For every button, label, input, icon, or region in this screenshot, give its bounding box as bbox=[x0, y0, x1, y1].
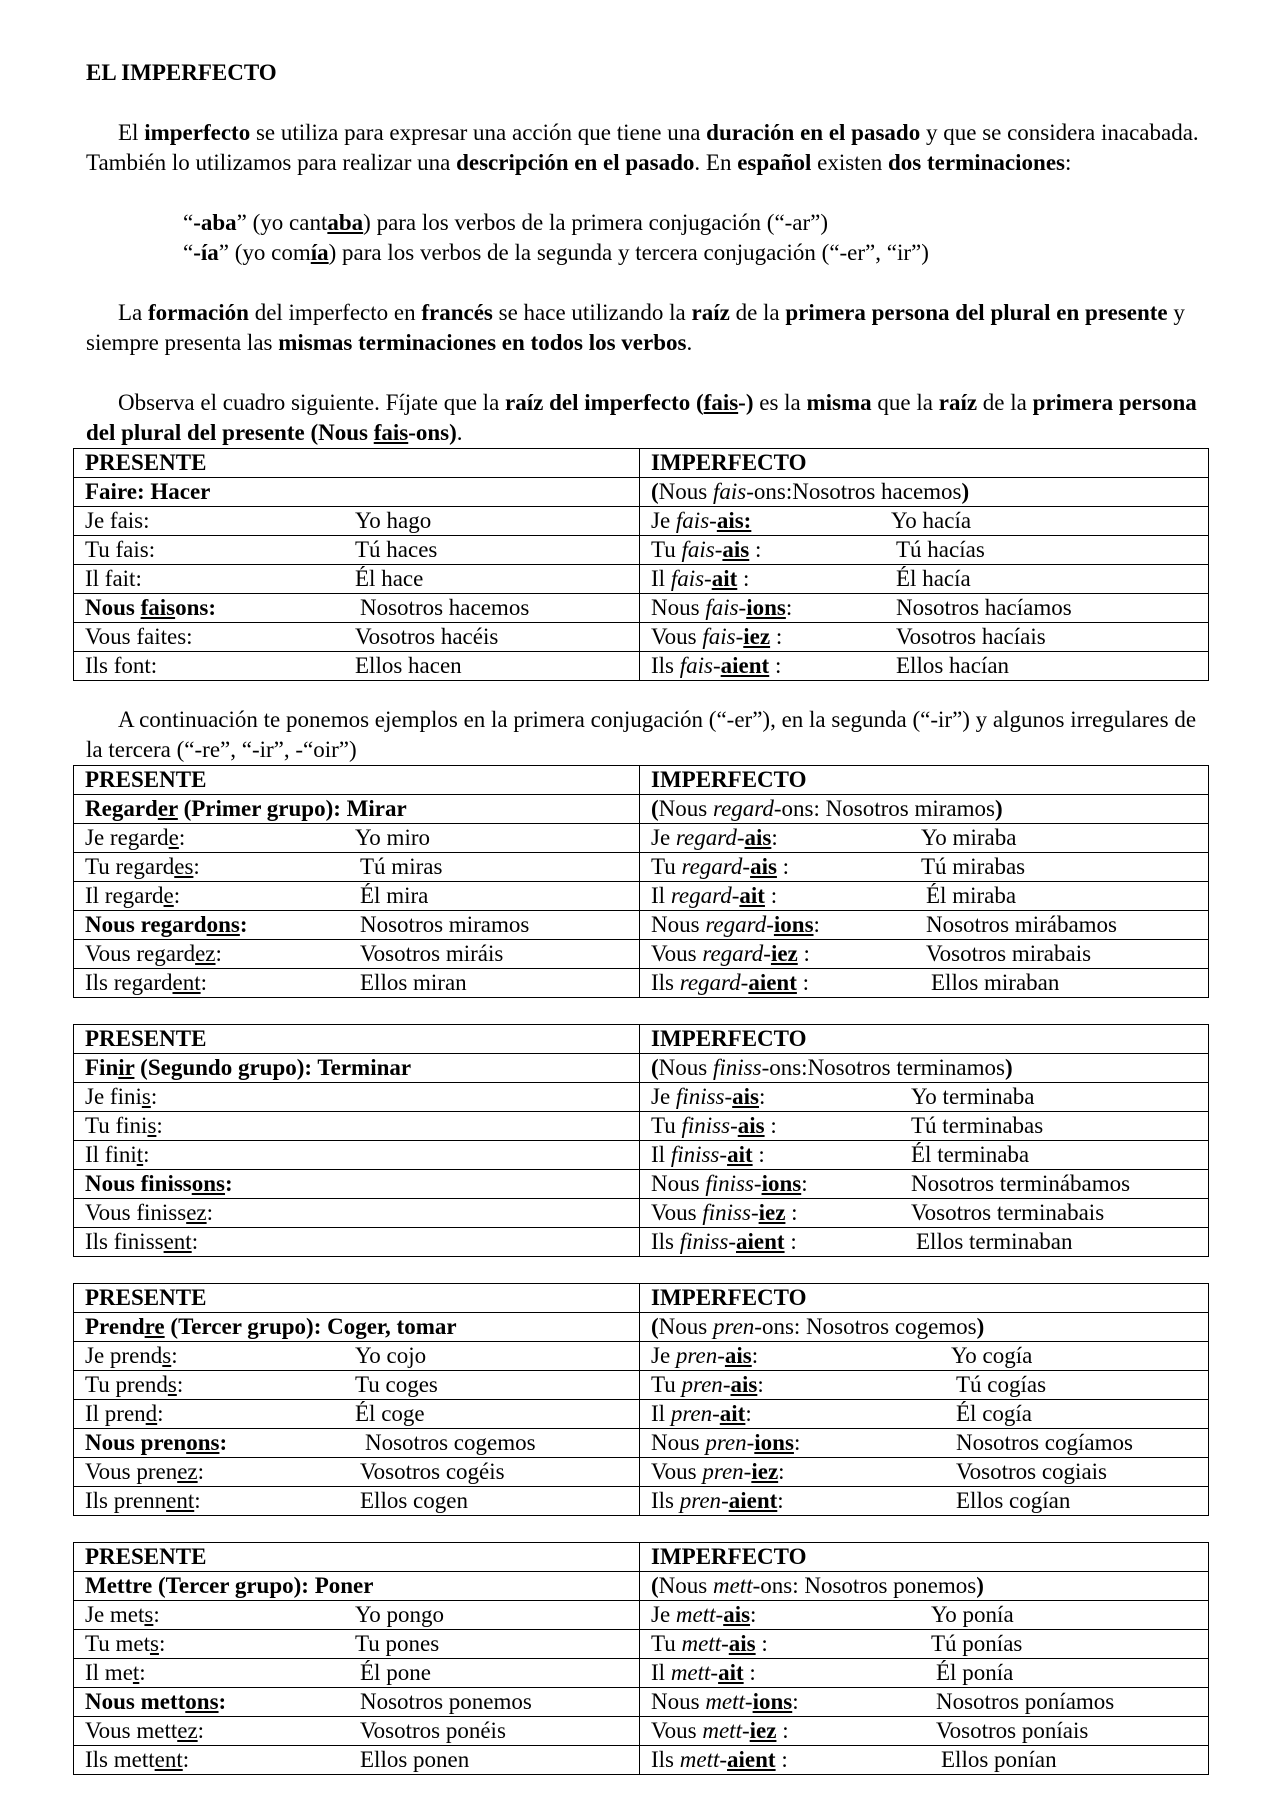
column-header-presente: PRESENTE bbox=[85, 1544, 207, 1569]
imperfect-form: Ils mett-aient : bbox=[651, 1747, 788, 1772]
present-translation: Ellos miran bbox=[360, 970, 467, 995]
imperfect-translation: Yo hacía bbox=[891, 508, 972, 533]
conjugation-table bbox=[73, 1283, 1209, 1516]
column-header-presente: PRESENTE bbox=[85, 450, 207, 475]
present-form: Je prends: bbox=[85, 1343, 178, 1368]
imperfect-form: Ils finiss-aient : bbox=[651, 1229, 797, 1254]
present-form: Il regarde: bbox=[85, 883, 181, 908]
present-translation: Nosotros miramos bbox=[360, 912, 530, 937]
imperfect-form: Tu finiss-ais : bbox=[651, 1113, 777, 1138]
imperfect-form: Nous fais-ions: bbox=[651, 595, 793, 620]
intro-paragraph-2: La formación del imperfecto en francés se hace utilizando la raíz de la primera persona del plural en presente y siempre presenta las mismas terminaciones en todos los verbos. bbox=[86, 300, 1185, 355]
table-row bbox=[74, 1141, 1209, 1170]
imperfect-translation: Yo terminaba bbox=[911, 1084, 1035, 1109]
imperfect-translation: Él cogía bbox=[956, 1401, 1032, 1426]
imperfect-form: Il finiss-ait : bbox=[651, 1142, 765, 1167]
table-row bbox=[74, 911, 1209, 940]
imperfect-root: (Nous finiss-ons:Nosotros terminamos) bbox=[651, 1055, 1013, 1080]
conjugation-table bbox=[73, 765, 1209, 998]
imperfect-form: Vous pren-iez: bbox=[651, 1459, 785, 1484]
imperfect-form: Il pren-ait: bbox=[651, 1401, 752, 1426]
table-row bbox=[74, 1659, 1209, 1688]
verb-title: Prendre (Tercer grupo): Coger, tomar bbox=[85, 1314, 457, 1339]
imperfect-translation: Ellos terminaban bbox=[916, 1229, 1073, 1254]
intro-paragraph-4: A continuación te ponemos ejemplos en la primera conjugación (“-er”), en la segunda (“-ir”) y algunos irregulares de la tercera (“-re”, “-ir”, -“oir”) bbox=[86, 707, 1197, 762]
imperfect-translation: Vosotros mirabais bbox=[926, 941, 1092, 966]
imperfect-form: Je mett-ais: bbox=[651, 1602, 757, 1627]
column-header-imperfecto: IMPERFECTO bbox=[651, 1026, 807, 1051]
present-translation: Nosotros cogemos bbox=[365, 1430, 536, 1455]
verb-title: Mettre (Tercer grupo): Poner bbox=[85, 1573, 374, 1598]
present-form: Je finis: bbox=[85, 1084, 158, 1109]
table-row bbox=[74, 1083, 1209, 1112]
column-header-presente: PRESENTE bbox=[85, 767, 207, 792]
present-translation: Yo pongo bbox=[355, 1602, 445, 1627]
table-row bbox=[74, 1112, 1209, 1141]
present-form: Nous finissons: bbox=[85, 1171, 233, 1196]
imperfect-translation: Vosotros cogiais bbox=[956, 1459, 1107, 1484]
imperfect-translation: Ellos cogían bbox=[956, 1488, 1071, 1513]
imperfect-translation: Vosotros hacíais bbox=[896, 624, 1046, 649]
present-form: Tu mets: bbox=[85, 1631, 166, 1656]
table-row bbox=[74, 940, 1209, 969]
imperfect-root: (Nous regard-ons: Nosotros miramos) bbox=[651, 796, 1003, 821]
column-header-imperfecto: IMPERFECTO bbox=[651, 1285, 807, 1310]
verb-title: Finir (Segundo grupo): Terminar bbox=[85, 1055, 412, 1080]
table-row bbox=[74, 1746, 1209, 1775]
imperfect-form: Nous finiss-ions: bbox=[651, 1171, 808, 1196]
imperfect-form: Ils fais-aient : bbox=[651, 653, 782, 678]
present-translation: Tú haces bbox=[355, 537, 438, 562]
present-form: Tu fais: bbox=[85, 537, 156, 562]
column-header-imperfecto: IMPERFECTO bbox=[651, 1544, 807, 1569]
present-form: Tu finis: bbox=[85, 1113, 163, 1138]
conjugation-table bbox=[73, 1542, 1209, 1775]
table-row bbox=[74, 969, 1209, 998]
conjugation-table bbox=[73, 448, 1209, 681]
present-form: Ils mettent: bbox=[85, 1747, 190, 1772]
imperfect-form: Tu pren-ais: bbox=[651, 1372, 764, 1397]
present-form: Il fait: bbox=[85, 566, 142, 591]
table-row bbox=[74, 594, 1209, 623]
ending-ia-line: “-ía” (yo comía) para los verbos de la segunda y tercera conjugación (“-er”, “ir”) bbox=[183, 240, 929, 265]
present-translation: Ellos cogen bbox=[360, 1488, 468, 1513]
present-form: Vous finissez: bbox=[85, 1200, 213, 1225]
table-row bbox=[74, 1228, 1209, 1257]
imperfect-form: Il fais-ait : bbox=[651, 566, 750, 591]
table-row bbox=[74, 1342, 1209, 1371]
imperfect-form: Vous fais-iez : bbox=[651, 624, 783, 649]
present-form: Ils prennent: bbox=[85, 1488, 201, 1513]
imperfect-form: Nous mett-ions: bbox=[651, 1689, 799, 1714]
imperfect-translation: Yo miraba bbox=[921, 825, 1017, 850]
imperfect-form: Ils regard-aient : bbox=[651, 970, 810, 995]
table-row bbox=[74, 824, 1209, 853]
column-header-imperfecto: IMPERFECTO bbox=[651, 767, 807, 792]
table-row bbox=[74, 1170, 1209, 1199]
imperfect-form: Tu regard-ais : bbox=[651, 854, 790, 879]
table-row bbox=[74, 1688, 1209, 1717]
present-form: Nous faisons: bbox=[85, 595, 217, 620]
present-translation: Yo miro bbox=[355, 825, 430, 850]
page-title: EL IMPERFECTO bbox=[86, 60, 277, 85]
imperfect-translation: Él miraba bbox=[926, 883, 1017, 908]
imperfect-form: Je pren-ais: bbox=[651, 1343, 759, 1368]
imperfect-form: Vous mett-iez : bbox=[651, 1718, 789, 1743]
present-form: Vous mettez: bbox=[85, 1718, 205, 1743]
column-header-presente: PRESENTE bbox=[85, 1026, 207, 1051]
imperfect-form: Il mett-ait : bbox=[651, 1660, 756, 1685]
column-header-presente: PRESENTE bbox=[85, 1285, 207, 1310]
table-row bbox=[74, 507, 1209, 536]
ending-aba-line: “-aba” (yo cantaba) para los verbos de la primera conjugación (“-ar”) bbox=[183, 210, 829, 235]
imperfect-translation: Ellos hacían bbox=[896, 653, 1010, 678]
imperfect-root: (Nous mett-ons: Nosotros ponemos) bbox=[651, 1573, 984, 1598]
present-translation: Nosotros hacemos bbox=[360, 595, 530, 620]
imperfect-translation: Él ponía bbox=[936, 1660, 1014, 1685]
imperfect-translation: Nosotros cogíamos bbox=[956, 1430, 1133, 1455]
imperfect-form: Je fais-ais: bbox=[651, 508, 752, 533]
imperfect-translation: Tú ponías bbox=[931, 1631, 1023, 1656]
imperfect-form: Ils pren-aient: bbox=[651, 1488, 784, 1513]
present-form: Nous mettons: bbox=[85, 1689, 227, 1714]
imperfect-translation: Nosotros hacíamos bbox=[896, 595, 1072, 620]
imperfect-translation: Él hacía bbox=[896, 566, 971, 591]
table-row bbox=[74, 882, 1209, 911]
imperfect-translation: Ellos miraban bbox=[931, 970, 1060, 995]
table-row bbox=[74, 1199, 1209, 1228]
present-form: Ils font: bbox=[85, 653, 158, 678]
present-translation: Él coge bbox=[355, 1401, 425, 1426]
imperfect-translation: Él terminaba bbox=[911, 1142, 1030, 1167]
present-translation: Vosotros cogéis bbox=[360, 1459, 505, 1484]
present-form: Vous faites: bbox=[85, 624, 193, 649]
imperfect-form: Je regard-ais: bbox=[651, 825, 778, 850]
imperfect-form: Nous regard-ions: bbox=[651, 912, 820, 937]
imperfect-translation: Nosotros mirábamos bbox=[926, 912, 1118, 937]
present-translation: Ellos ponen bbox=[360, 1747, 470, 1772]
present-form: Vous prenez: bbox=[85, 1459, 205, 1484]
imperfect-translation: Vosotros terminabais bbox=[911, 1200, 1105, 1225]
imperfect-root: (Nous pren-ons: Nosotros cogemos) bbox=[651, 1314, 985, 1339]
imperfect-translation: Ellos ponían bbox=[941, 1747, 1057, 1772]
conjugation-table bbox=[73, 1024, 1209, 1257]
imperfect-translation: Tú mirabas bbox=[921, 854, 1026, 879]
present-translation: Vosotros hacéis bbox=[355, 624, 499, 649]
table-row bbox=[74, 1429, 1209, 1458]
present-translation: Él mira bbox=[360, 883, 429, 908]
present-translation: Tu pones bbox=[355, 1631, 440, 1656]
table-row bbox=[74, 1630, 1209, 1659]
present-form: Ils regardent: bbox=[85, 970, 207, 995]
present-form: Il prend: bbox=[85, 1401, 164, 1426]
verb-title: Faire: Hacer bbox=[85, 479, 211, 504]
present-form: Tu regardes: bbox=[85, 854, 200, 879]
table-row bbox=[74, 1717, 1209, 1746]
present-translation: Él hace bbox=[355, 566, 424, 591]
present-translation: Nosotros ponemos bbox=[360, 1689, 532, 1714]
imperfect-translation: Yo ponía bbox=[931, 1602, 1014, 1627]
imperfect-translation: Nosotros poníamos bbox=[936, 1689, 1115, 1714]
table-row bbox=[74, 652, 1209, 681]
table-row bbox=[74, 1487, 1209, 1516]
column-header-imperfecto: IMPERFECTO bbox=[651, 450, 807, 475]
imperfect-translation: Tú cogías bbox=[956, 1372, 1047, 1397]
imperfect-translation: Yo cogía bbox=[951, 1343, 1033, 1368]
table-row bbox=[74, 565, 1209, 594]
intro-paragraph-3: Observa el cuadro siguiente. Fíjate que la raíz del imperfecto (fais-) es la misma que la raíz de la primera persona del plural del presente (Nous fais-ons). bbox=[86, 390, 1197, 445]
present-form: Nous regardons: bbox=[85, 912, 248, 937]
imperfect-form: Tu mett-ais : bbox=[651, 1631, 768, 1656]
imperfect-translation: Tú terminabas bbox=[911, 1113, 1044, 1138]
present-form: Il finit: bbox=[85, 1142, 150, 1167]
present-translation: Yo hago bbox=[355, 508, 432, 533]
imperfect-translation: Vosotros poníais bbox=[936, 1718, 1089, 1743]
present-form: Ils finissent: bbox=[85, 1229, 199, 1254]
imperfect-form: Il regard-ait : bbox=[651, 883, 778, 908]
imperfect-translation: Tú hacías bbox=[896, 537, 985, 562]
table-row bbox=[74, 1601, 1209, 1630]
table-row bbox=[74, 853, 1209, 882]
present-form: Il met: bbox=[85, 1660, 146, 1685]
table-row bbox=[74, 536, 1209, 565]
imperfect-root: (Nous fais-ons:Nosotros hacemos) bbox=[651, 479, 970, 504]
present-translation: Él pone bbox=[360, 1660, 431, 1685]
present-form: Je fais: bbox=[85, 508, 150, 533]
table-row bbox=[74, 1400, 1209, 1429]
imperfect-form: Vous regard-iez : bbox=[651, 941, 810, 966]
present-form: Nous prenons: bbox=[85, 1430, 228, 1455]
present-translation: Vosotros ponéis bbox=[360, 1718, 506, 1743]
imperfect-form: Nous pren-ions: bbox=[651, 1430, 801, 1455]
present-translation: Tu coges bbox=[355, 1372, 438, 1397]
present-form: Je mets: bbox=[85, 1602, 160, 1627]
present-form: Tu prends: bbox=[85, 1372, 184, 1397]
table-row bbox=[74, 623, 1209, 652]
imperfect-form: Vous finiss-iez : bbox=[651, 1200, 798, 1225]
verb-title: Regarder (Primer grupo): Mirar bbox=[85, 796, 407, 821]
imperfect-translation: Nosotros terminábamos bbox=[911, 1171, 1131, 1196]
table-row bbox=[74, 1371, 1209, 1400]
present-translation: Ellos hacen bbox=[355, 653, 462, 678]
table-row bbox=[74, 1458, 1209, 1487]
present-form: Je regarde: bbox=[85, 825, 186, 850]
intro-paragraph-1: El imperfecto se utiliza para expresar una acción que tiene una duración en el pasado y que se considera inacabada. También lo utilizamos para realizar una descripción en el pasado. En español existen dos terminaciones: bbox=[86, 120, 1199, 175]
present-translation: Tú miras bbox=[360, 854, 443, 879]
imperfect-form: Tu fais-ais : bbox=[651, 537, 762, 562]
imperfect-form: Je finiss-ais: bbox=[651, 1084, 766, 1109]
present-form: Vous regardez: bbox=[85, 941, 222, 966]
present-translation: Yo cojo bbox=[355, 1343, 427, 1368]
present-translation: Vosotros miráis bbox=[360, 941, 504, 966]
